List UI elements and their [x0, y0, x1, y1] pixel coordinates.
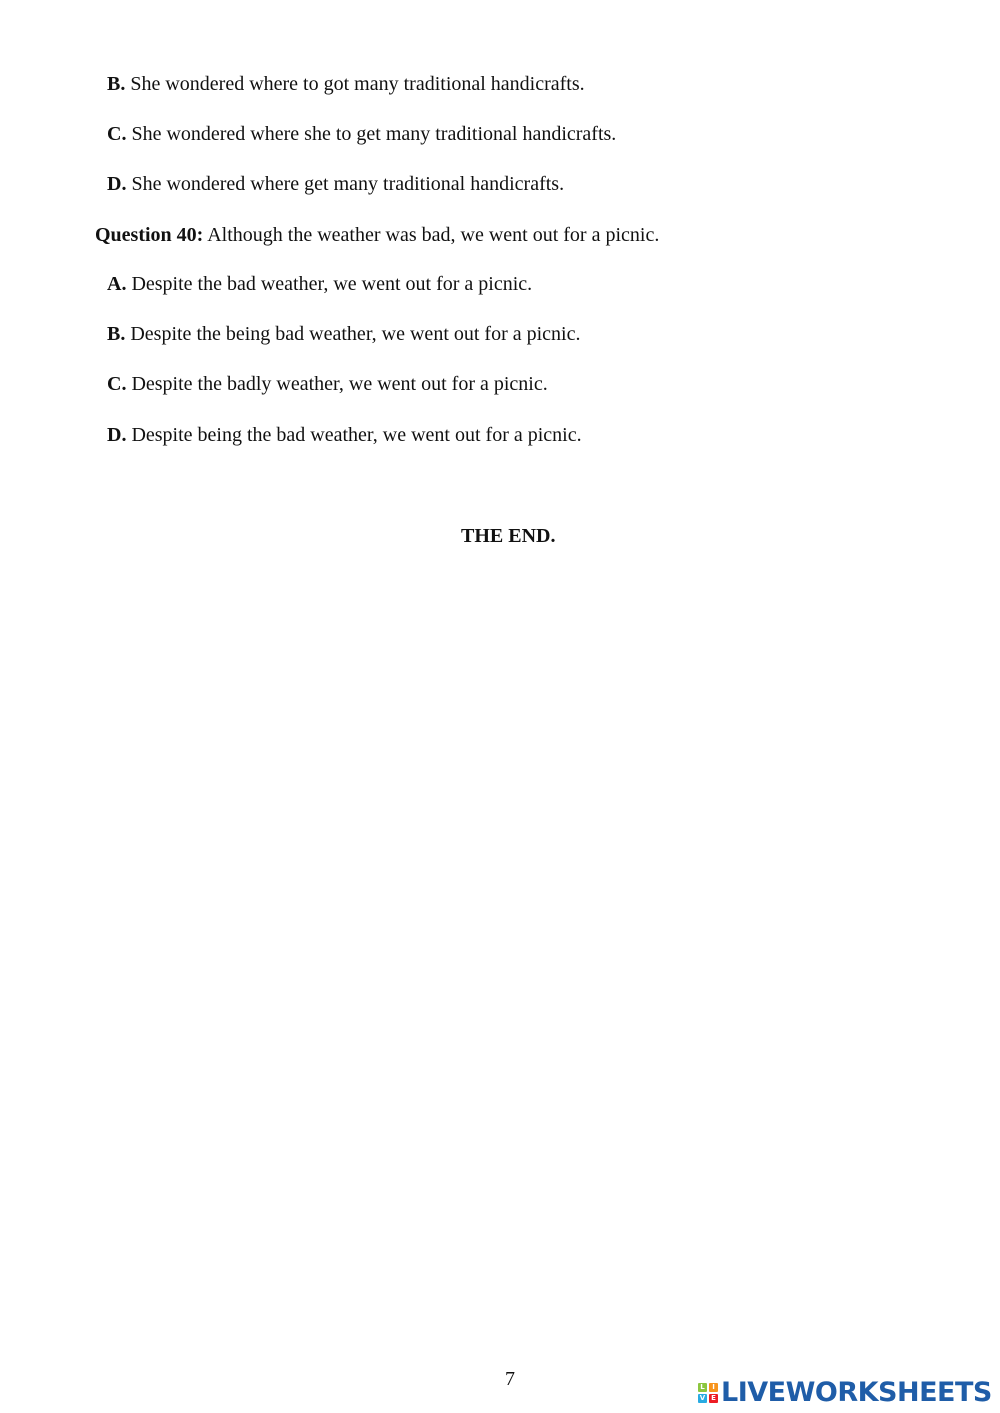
logo-letter: V: [699, 1394, 706, 1402]
brand-name: LIVEWORKSHEETS: [721, 1377, 992, 1408]
end-heading: THE END.: [461, 525, 556, 547]
option-letter: D.: [107, 173, 127, 195]
option-letter: C.: [107, 123, 127, 145]
q40-option-c: [107, 372, 548, 396]
option-letter: B.: [107, 323, 126, 345]
q40-option-d: [107, 423, 582, 447]
question-40: [95, 223, 659, 247]
option-letter: D.: [107, 424, 127, 446]
q40-option-a: [107, 272, 532, 296]
q39-option-b: [107, 72, 585, 96]
option-text: Despite the bad weather, we went out for a picnic.: [126, 273, 533, 295]
option-text: She wondered where she to get many traditional handicrafts.: [126, 123, 617, 145]
q40-option-b: [107, 322, 581, 346]
liveworksheets-logo-icon: [698, 1383, 718, 1403]
option-text: Despite the being bad weather, we went out for a picnic.: [125, 323, 581, 345]
option-text: She wondered where to got many traditional handicrafts.: [125, 73, 585, 95]
question-label: Question 40:: [95, 224, 204, 246]
option-letter: B.: [107, 73, 126, 95]
option-text: Despite being the bad weather, we went out for a picnic.: [126, 424, 582, 446]
logo-letter: I: [709, 1383, 718, 1392]
question-text: Although the weather was bad, we went out for a picnic.: [203, 224, 660, 246]
logo-letter: E: [709, 1394, 718, 1403]
option-text: Despite the badly weather, we went out for a picnic.: [126, 373, 548, 395]
q39-option-c: [107, 122, 616, 146]
option-text: She wondered where get many traditional handicrafts.: [126, 173, 565, 195]
option-letter: A.: [107, 273, 127, 295]
q39-option-d: [107, 172, 564, 196]
option-letter: C.: [107, 373, 127, 395]
liveworksheets-brand[interactable]: [698, 1378, 992, 1408]
logo-letter: L: [698, 1383, 707, 1392]
page-number: 7: [505, 1368, 515, 1390]
